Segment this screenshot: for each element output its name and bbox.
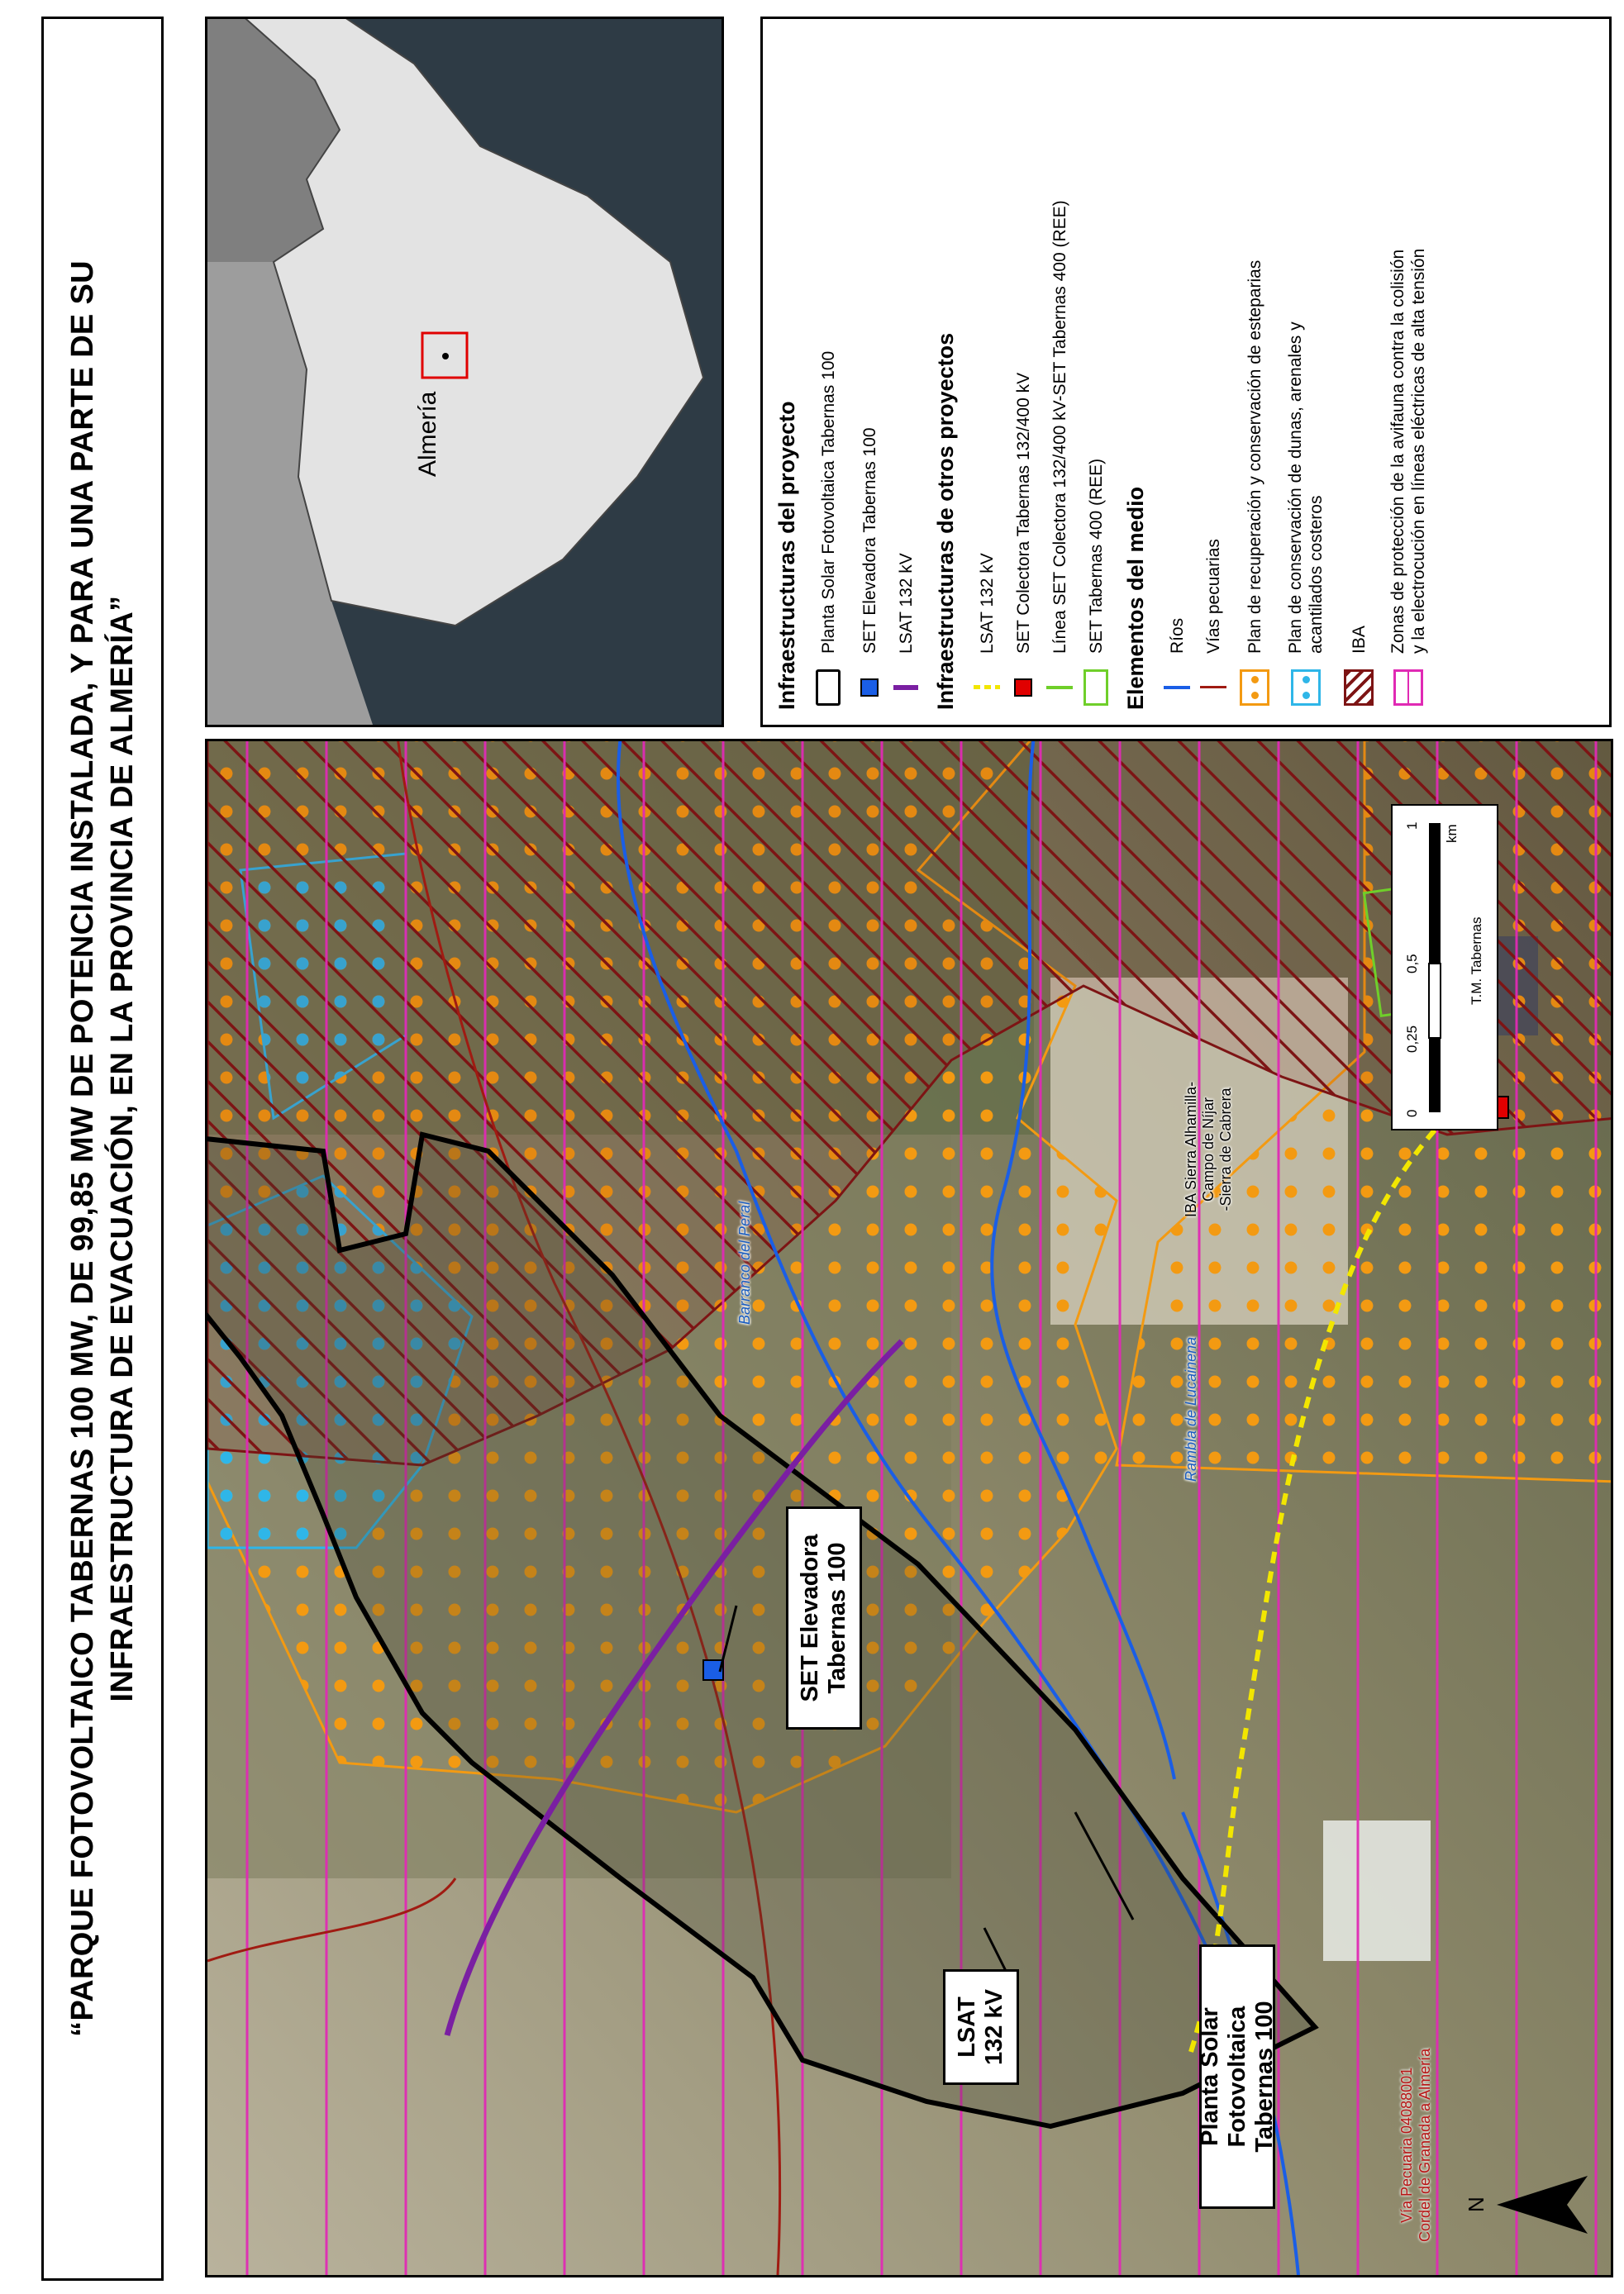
label-rambla: Rambla de Lucainena bbox=[1183, 1336, 1199, 1482]
legend-item-iba bbox=[1341, 32, 1376, 710]
title-box bbox=[41, 17, 164, 2281]
legend-item-linea-colectora bbox=[1042, 32, 1077, 710]
legend-symbol-set-elevadora bbox=[852, 665, 887, 710]
locator-map bbox=[205, 17, 724, 727]
legend-symbol-esteparias bbox=[1237, 665, 1272, 710]
north-arrow-head bbox=[1497, 2176, 1588, 2234]
tm-tabernas-label: T.M. Tabernas bbox=[1469, 916, 1484, 1005]
scale-seg-1 bbox=[1429, 1038, 1441, 1112]
legend-symbol-vias bbox=[1196, 665, 1231, 710]
label-set-elevadora-text: SET Elevadora Tabernas 100 bbox=[797, 1534, 850, 1702]
north-arrow bbox=[1464, 2168, 1604, 2242]
label-planta-solar bbox=[1196, 1944, 1278, 2209]
legend-text-dunas-2: acantilados costeros bbox=[1307, 495, 1326, 654]
label-iba bbox=[1183, 1082, 1235, 1217]
iba-label-2: Campo de Níjar bbox=[1200, 1097, 1217, 1202]
legend-text-esteparias: Plan de recuperación y conservación de esteparias bbox=[1245, 259, 1264, 654]
legend-text-set-tabernas-400: SET Tabernas 400 (REE) bbox=[1086, 458, 1106, 654]
legend-text-avifauna-2: y la electrocución en líneas eléctricas de alta tensión bbox=[1409, 248, 1428, 654]
locator-canvas bbox=[207, 17, 724, 725]
iba-label-3: -Sierra de Cabrera bbox=[1217, 1088, 1234, 1211]
legend-item-set-elevadora bbox=[852, 32, 887, 710]
legend-text-planta: Planta Solar Fotovoltaica Tabernas 100 bbox=[818, 350, 838, 654]
label-lsat-text: LSAT 132 kV bbox=[954, 1989, 1007, 2065]
legend-item-lsat bbox=[888, 32, 923, 710]
legend-item-rios bbox=[1160, 32, 1194, 710]
legend-text-rios: Ríos bbox=[1167, 617, 1187, 654]
legend-symbol-set-colectora bbox=[1006, 665, 1041, 710]
legend-item-avifauna bbox=[1388, 32, 1429, 710]
legend-item-set-tabernas-400 bbox=[1079, 32, 1113, 710]
via-pecuaria-label-2: Cordel de Granada a Almería bbox=[1417, 2048, 1433, 2242]
legend-item-set-colectora bbox=[1006, 32, 1041, 710]
label-set-elevadora bbox=[786, 1506, 862, 1730]
scale-tick-0: 0 bbox=[1404, 1109, 1420, 1117]
legend-text-avifauna bbox=[1388, 249, 1429, 654]
scale-tick-1: 0,25 bbox=[1404, 1025, 1420, 1053]
legend-text-avifauna-1: Zonas de protección de la avifauna contra la colisión bbox=[1388, 249, 1407, 654]
north-label: N bbox=[1464, 2196, 1488, 2212]
legend-item-vias bbox=[1196, 32, 1231, 710]
locator-point bbox=[442, 353, 449, 359]
label-barranco: Barranco del Peral bbox=[736, 1201, 753, 1325]
legend-symbol-linea-colectora bbox=[1042, 665, 1077, 710]
legend-text-linea-colectora: Línea SET Colectora 132/400 kV-SET Tabernas 400 (REE) bbox=[1050, 200, 1069, 654]
legend-heading-proyecto: Infraestructuras del proyecto bbox=[774, 401, 799, 710]
scale-seg-2 bbox=[1429, 964, 1441, 1038]
scale-bar bbox=[1391, 804, 1498, 1130]
legend bbox=[760, 17, 1612, 727]
legend-symbol-rios bbox=[1160, 665, 1194, 710]
legend-symbol-iba bbox=[1341, 665, 1376, 710]
north-arrow-icon bbox=[1488, 2168, 1604, 2242]
legend-item-esteparias bbox=[1237, 32, 1272, 710]
legend-symbol-lsat bbox=[888, 665, 923, 710]
legend-text-vias: Vías pecuarias bbox=[1203, 539, 1223, 654]
legend-item-planta bbox=[811, 32, 845, 710]
legend-item-lsat-otros bbox=[969, 32, 1004, 710]
scale-tick-2: 0,5 bbox=[1404, 954, 1420, 973]
legend-text-lsat: LSAT 132 kV bbox=[896, 553, 916, 654]
label-planta-solar-text: Planta Solar Fotovoltaica Tabernas 100 bbox=[1196, 2001, 1278, 2153]
scale-seg-3 bbox=[1429, 823, 1441, 964]
legend-symbol-planta bbox=[811, 665, 845, 710]
legend-text-dunas bbox=[1285, 321, 1326, 654]
locator-label-almeria: Almería bbox=[414, 391, 441, 477]
legend-heading-otros: Infraestructuras de otros proyectos bbox=[933, 332, 958, 710]
legend-heading-medio: Elementos del medio bbox=[1123, 486, 1148, 710]
label-via-pecuaria bbox=[1398, 2049, 1434, 2242]
title-line-1: “PARQUE FOTOVOLTAICO TABERNAS 100 MW, DE 99,85 MW DE POTENCIA INSTALADA, Y PARA UNA PARTE DE SU bbox=[65, 260, 100, 2037]
legend-symbol-lsat-otros bbox=[969, 665, 1004, 710]
via-pecuaria-label-1: Vía Pecuaria 04088001 bbox=[1398, 2067, 1415, 2224]
title-line-2: INFRAESTRUCTURA DE EVACUACIÓN, EN LA PROVINCIA DE ALMERÍA” bbox=[105, 595, 140, 1702]
iba-label-1: IBA Sierra Alhamilla- bbox=[1183, 1081, 1199, 1217]
legend-item-dunas bbox=[1285, 32, 1326, 710]
legend-text-set-colectora: SET Colectora Tabernas 132/400 kV bbox=[1013, 372, 1033, 654]
legend-text-lsat-otros: LSAT 132 kV bbox=[977, 553, 997, 654]
legend-symbol-avifauna bbox=[1391, 665, 1426, 710]
scale-tick-3: 1 bbox=[1404, 821, 1420, 830]
label-lsat bbox=[943, 1969, 1019, 2085]
legend-text-iba: IBA bbox=[1349, 626, 1369, 654]
legend-symbol-dunas bbox=[1288, 665, 1323, 710]
legend-symbol-set-tabernas-400 bbox=[1079, 665, 1113, 710]
scale-unit: km bbox=[1444, 824, 1460, 843]
legend-text-dunas-1: Plan de conservación de dunas, arenales y bbox=[1286, 321, 1305, 654]
main-map bbox=[205, 739, 1613, 2277]
legend-text-set-elevadora: SET Elevadora Tabernas 100 bbox=[860, 427, 879, 654]
